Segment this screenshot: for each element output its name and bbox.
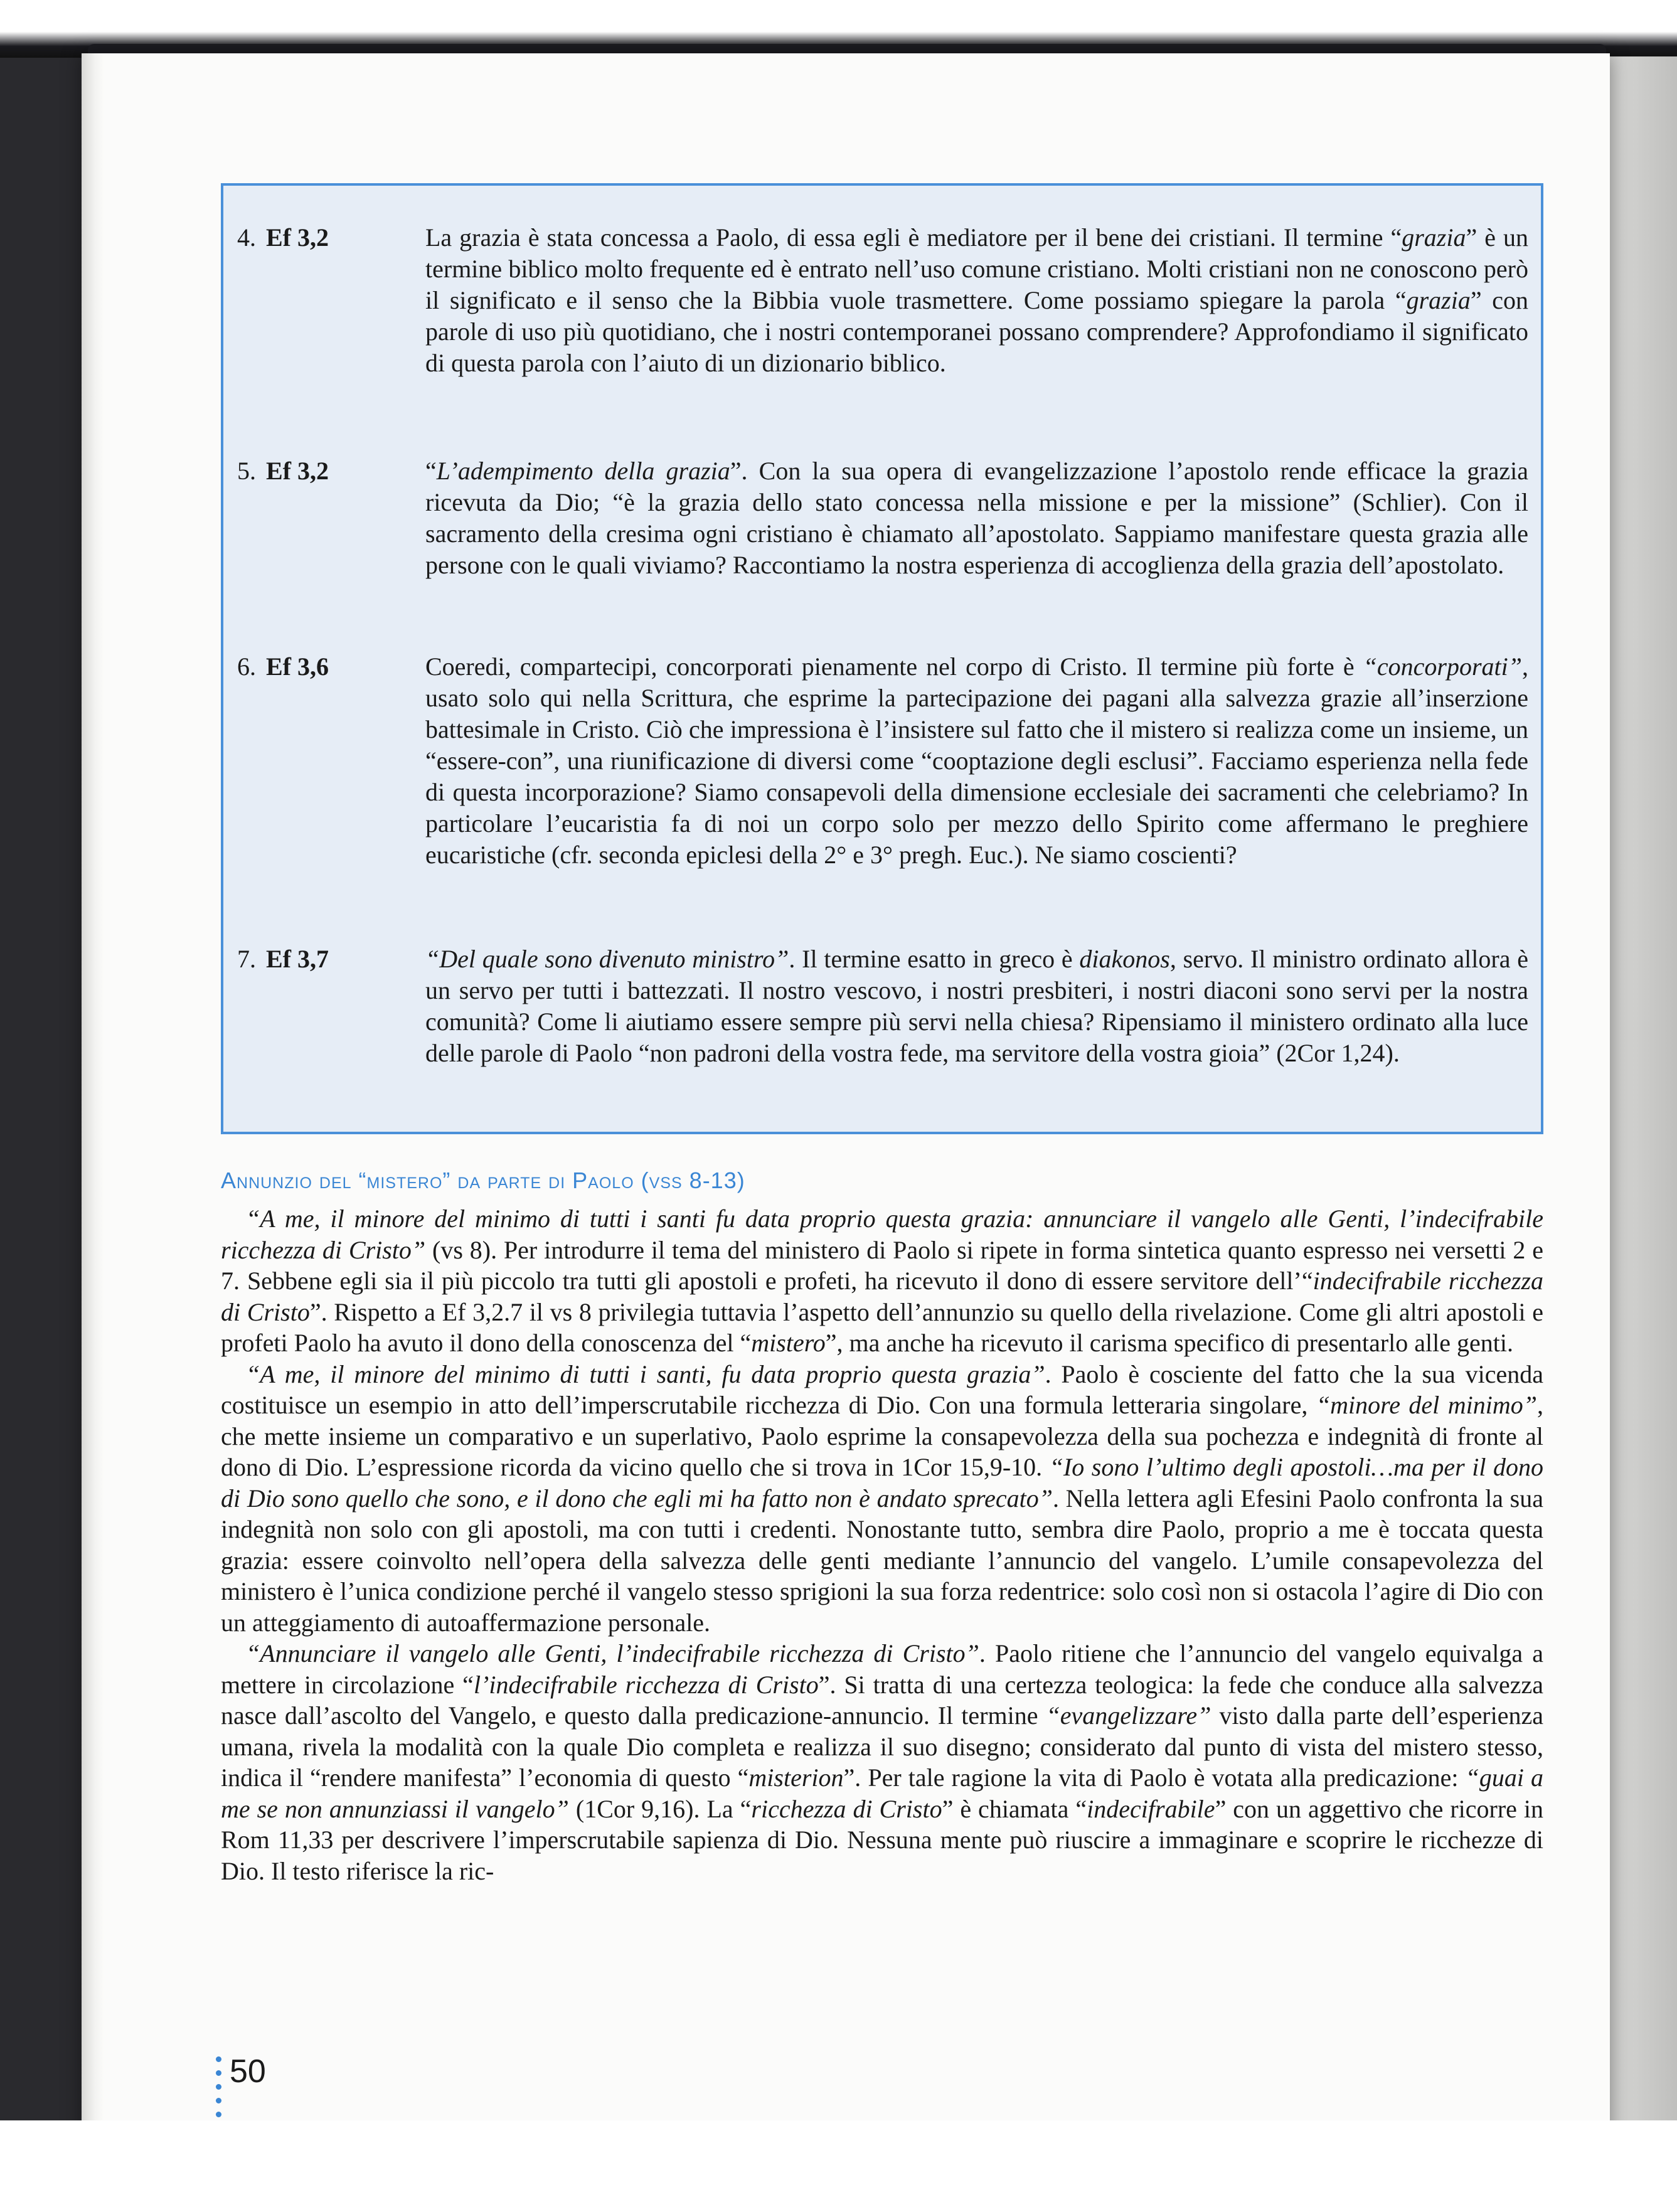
italic-run: “concorporati” xyxy=(1363,652,1522,681)
italic-run: indecifrabile ricchezza di Cristo xyxy=(221,1267,1544,1326)
question-text: La grazia è stata concessa a Paolo, di essa egli è mediatore per il bene dei cristiani. Il termine “grazia” è un termine biblico molto frequente ed è entrato nell’uso comune cristiano. Molti cristiani non ne conoscono però il significato e il senso che la Bibbia vuole trasmettere. Come possiamo spiegare la parola “grazia” con parole di uso più quotidiano, che i nostri contemporanei possano comprendere? Approfondiamo il significato di questa parola con l’aiuto di un dizionario biblico. xyxy=(425,223,1528,377)
italic-run: “evangelizzare” xyxy=(1046,1701,1211,1730)
question-number: 4. xyxy=(237,223,256,252)
body-paragraph: “Annunciare il vangelo alle Genti, l’indecifrabile ricchezza di Cristo”. Paolo ritiene che l’annuncio del vangelo equivalga a mettere in circolazione “l’indecifrabile ricchezza di Cristo”. Si tratta di una certezza teologica: la fede che conduce alla salvezza nasce dall’ascolto del Vangelo, e questo dalla predicazione-annuncio. Il termine “evangelizzare” visto dalla parte dell’esperienza umana, rivela la modalità con la quale Dio completa e realizza il suo disegno; considerato dal punto di vista del mistero stesso, indica il “rendere manifesta” l’economia di questo “misterion”. Per tale ragione la vita di Paolo è votata alla predicazione: “guai a me se non annunziassi il vangelo” (1Cor 9,16). La “ricchezza di Cristo” è chiamata “indecifrabile” con un aggettivo che ricorre in Rom 11,33 per descrivere l’imperscrutabile sapienza di Dio. Nessuna mente può riuscire a immaginare e scoprire le ricchezze di Dio. Il testo riferisce la ric- xyxy=(221,1639,1544,1885)
question-reference xyxy=(237,455,419,487)
question-text: “Del quale sono divenuto ministro”. Il termine esatto in greco è diakonos, servo. Il ministro ordinato allora è un servo per tutti i battezzati. Il nostro vescovo, i nostri presbiteri, i nostri diaconi sono servi per la nostra comunità? Come li aiutiamo essere sempre più servi nella chiesa? Ripensiamo il ministero ordinato alla luce delle parole di Paolo “non padroni della vostra fede, ma servitore della vostra gioia” (2Cor 1,24). xyxy=(425,945,1528,1067)
question-text: “L’adempimento della grazia”. Con la sua opera di evangelizzazione l’apostolo rende efficace la grazia ricevuta da Dio; “è la grazia dello stato concessa nella missione e per la missione” (Schlier). Con il sacramento della cresima ogni cristiano è chiamato all’apostolato. Sappiamo manifestare questa grazia alle persone con le quali viviamo? Raccontiamo la nostra esperienza di accoglienza della grazia dell’apostolato. xyxy=(425,457,1528,579)
italic-run: grazia xyxy=(1402,223,1466,252)
page-number: 50 xyxy=(230,2053,266,2090)
question-number: 7. xyxy=(237,945,256,973)
question-reference xyxy=(237,222,419,253)
body-paragraph: “A me, il minore del minimo di tutti i santi, fu data proprio questa grazia”. Paolo è cosciente del fatto che la sua vicenda costituisce un esempio in atto dell’imperscrutabile ricchezza di Dio. Con una formula letteraria singolare, “minore del minimo”, che mette insieme un comparativo e un superlativo, Paolo esprime la consapevolezza della sua pochezza e indegnità di fronte al dono di Dio. L’espressione ricorda da vicino quello che si trova in 1Cor 15,9-10. “Io sono l’ultimo degli apostoli…ma per il dono di Dio sono quello che sono, e il dono che egli mi ha fatto non è andato sprecato”. Nella lettera agli Efesini Paolo confronta la sua indegnità non solo con gli apostoli, ma con tutti i credenti. Nonostante tutto, sembra dire Paolo, proprio a me è toccata questa grazia: essere coinvolto nell’opera della salvezza delle genti mediante l’annuncio del vangelo. L’umile consapevolezza del ministero è l’unica condizione perché il vangelo stesso sprigioni la sua forza redentrice: solo così non si ostacola l’agire di Dio con un atteggiamento di autoaffermazione personale. xyxy=(221,1359,1544,1637)
question-reference xyxy=(237,944,419,975)
italic-run: diakonos xyxy=(1079,945,1170,973)
italic-run: “A me, il minore del minimo di tutti i santi, fu data proprio questa grazia” xyxy=(246,1359,1045,1388)
question-number: 5. xyxy=(237,457,256,485)
italic-run: indecifrabile xyxy=(1087,1794,1215,1823)
verse-reference: Ef 3,2 xyxy=(266,223,329,252)
body-paragraph: “A me, il minore del minimo di tutti i santi fu data proprio questa grazia: annunciare il vangelo alle Genti, l’indecifrabile ricchezza di Cristo” (vs 8). Per introdurre il tema del ministero di Paolo si ripete in forma sintetica quanto espresso nei versetti 2 e 7. Sebbene egli sia il più piccolo tra tutti gli apostoli e profeti, ha ricevuto il dono di essere servitore dell’“indecifrabile ricchezza di Cristo”. Rispetto a Ef 3,2.7 il vs 8 privilegia tuttavia l’aspetto dell’annunzio su quello della rivelazione. Come gli altri apostoli e profeti Paolo ha avuto il dono della conoscenza del “mistero”, ma anche ha ricevuto il carisma specifico di presentarlo alle genti. xyxy=(221,1204,1544,1357)
body-text xyxy=(221,1203,1543,1886)
italic-run: grazia xyxy=(1406,286,1471,314)
reflection-questions-box xyxy=(221,183,1543,1134)
italic-run: “Io sono l’ultimo degli apostoli…ma per il dono di Dio sono quello che sono, e il dono che egli mi ha fatto non è andato sprecato” xyxy=(221,1453,1543,1513)
italic-run: misterion xyxy=(748,1763,844,1792)
italic-run: “guai a me se non annunziassi il vangelo” xyxy=(221,1763,1543,1823)
italic-run: “minore del minimo” xyxy=(1316,1391,1538,1419)
italic-run: L’adempimento della grazia xyxy=(436,457,730,485)
question-text: Coeredi, compartecipi, concorporati pienamente nel corpo di Cristo. Il termine più forte è “concorporati”, usato solo qui nella Scrittura, che esprime la partecipazione dei pagani alla salvezza grazie all’inserzione battesimale in Cristo. Ciò che impressiona è l’insistere sul fatto che il mistero si realizza come un insieme, un “essere-con”, una riunificazione di diversi come “cooptazione degli esclusi”. Facciamo esperienza nella fede di questa incorporazione? Siamo consapevoli della dimensione ecclesiale dei sacramenti che celebriamo? In particolare l’eucaristia fa di noi un corpo solo per mezzo dello Spirito come affermano le preghiere eucaristiche (cfr. seconda epiclesi della 2° e 3° pregh. Euc.). Ne siamo coscienti? xyxy=(425,652,1528,869)
italic-run: ricchezza di Cristo xyxy=(751,1794,942,1823)
italic-run: “Del quale sono divenuto ministro” xyxy=(425,945,789,973)
question-number: 6. xyxy=(237,652,256,681)
section-heading: Annunzio del “mistero” da parte di Paolo (vss 8-13) xyxy=(221,1167,745,1193)
italic-run: mistero xyxy=(751,1329,826,1357)
italic-run: l’indecifrabile ricchezza di Cristo xyxy=(473,1670,819,1699)
italic-run: “A me, il minore del minimo di tutti i santi fu data proprio questa grazia: annunciare il vangelo alle Genti, l’indecifrabile ricchezza di Cristo” xyxy=(221,1204,1543,1264)
page-stack-edge-left xyxy=(82,53,104,2159)
scan-margin-bottom xyxy=(0,2120,1677,2212)
question-reference xyxy=(237,651,419,683)
verse-reference: Ef 3,7 xyxy=(266,945,329,973)
verse-reference: Ef 3,6 xyxy=(266,652,329,681)
verse-reference: Ef 3,2 xyxy=(266,457,329,485)
italic-run: “Annunciare il vangelo alle Genti, l’indecifrabile ricchezza di Cristo” xyxy=(246,1639,979,1667)
